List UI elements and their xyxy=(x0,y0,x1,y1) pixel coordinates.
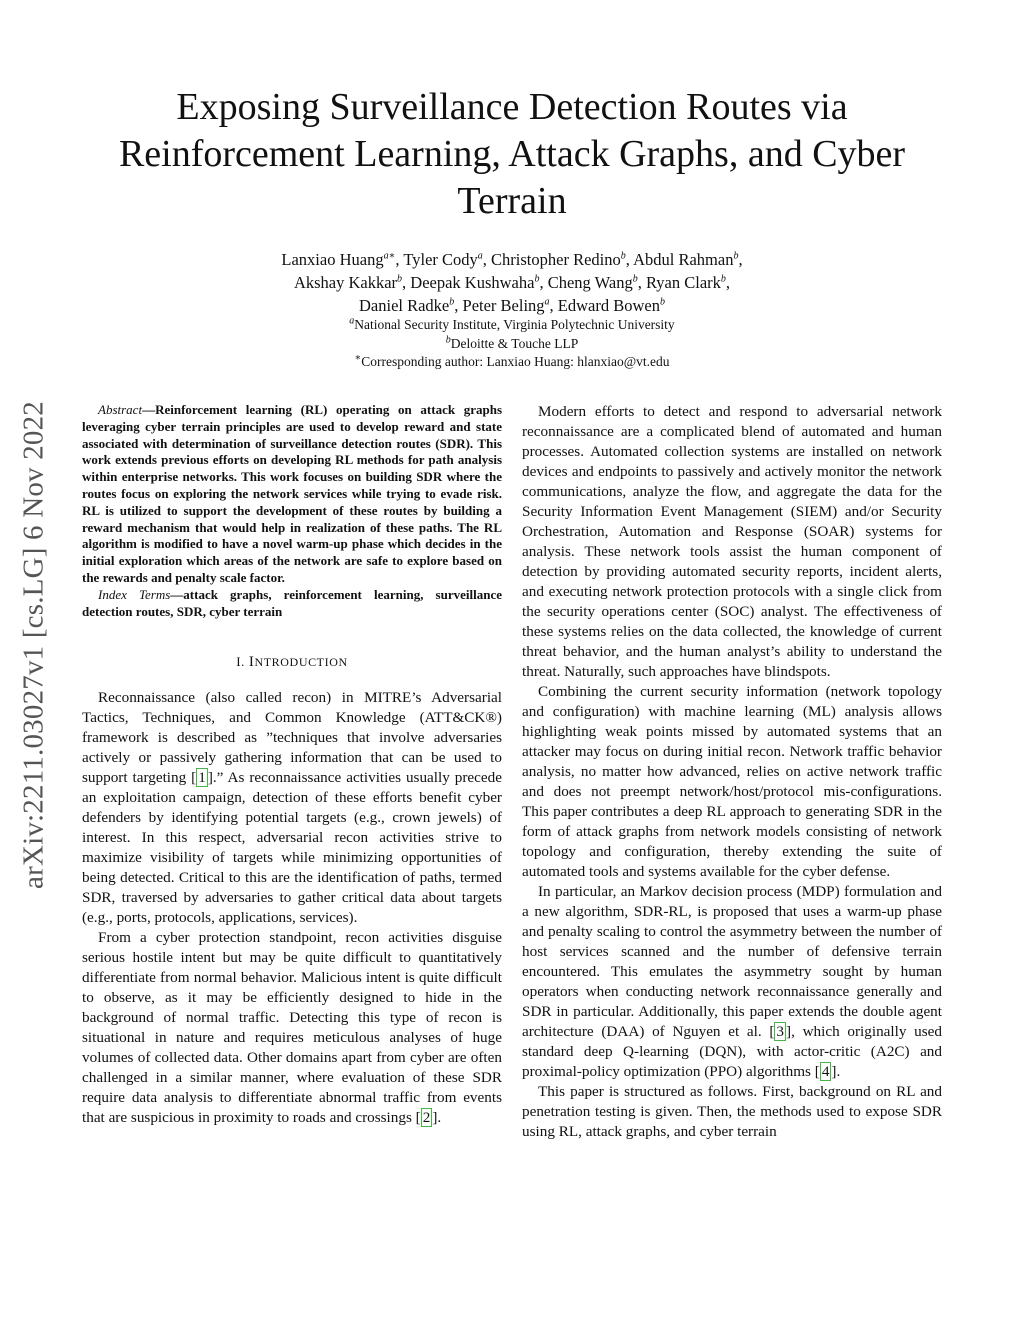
author-name: Peter Beling$^a$ xyxy=(462,296,550,315)
author-affiliation-mark: a xyxy=(544,296,550,308)
author-affiliation-mark: b xyxy=(733,250,739,262)
author-line-1: Lanxiao Huang$^{a∗}$, Tyler Cody$^a$, Christopher Redino$^b$, Abdul Rahman$^b$, xyxy=(281,250,743,269)
author-name: Deepak Kushwaha$^b$ xyxy=(410,273,540,292)
body-paragraph: From a cyber protection standpoint, recon activities disguise serious hostile intent but may be quite difficult to quantitatively differentiate from normal behavior. Malicious intent is quite difficult to observe, as it may be efficiently designed to hide in the background of normal traffic. Detecting this type of recon is situational in nature and requires meticulous analyses of huge volumes of collected data. Other domains apart from cyber are often challenged in a similar manner, where evaluation of these SDR require data analysis to differentiate abnormal traffic from events that are suspicious in proximity to roads and crossings [ 2 ]. xyxy=(82,929,502,1127)
citation-link[interactable]: 1 xyxy=(198,769,206,787)
index-terms-text: —attack graphs, reinforcement learning, surveillance detection routes, SDR, cyber terrain xyxy=(82,586,502,619)
left-body xyxy=(82,688,502,1128)
author-affiliation-mark: b xyxy=(397,273,403,285)
author-name: Ryan Clark$^b$ xyxy=(645,273,726,292)
author-affiliation-mark: b xyxy=(534,273,540,285)
author-affiliation-mark: b xyxy=(659,296,665,308)
author-affiliation-mark: a∗ xyxy=(383,250,396,262)
paper-title: Exposing Surveillance Detection Routes via Reinforcement Learning, Attack Graphs, and Cyber Terrain xyxy=(118,86,906,222)
arxiv-sidebar xyxy=(12,358,56,932)
author-name: Lanxiao Huang$^{a∗}$ xyxy=(281,250,396,269)
body-paragraph: Reconnaissance (also called recon) in MITRE’s Adversarial Tactics, Techniques, and Common Knowledge (ATT&CK®) framework is described as ”techniques that involve adversaries actively or passively gathering information that can be used to support targeting [ 1 ].” As reconnaissance activities usually precede an exploitation campaign, detection of these efforts benefit cyber defenders by identifying potential targets (e.g., crown jewels) of interest. In this respect, adversarial recon activities strive to maximize visibility of targets while minimizing opportunities of being detected. Critical to this are the identification of paths, termed SDR, traversed by adversaries to gather critical data about targets (e.g., ports, protocols, applications, services). xyxy=(82,689,502,927)
citation-link[interactable]: 2 xyxy=(422,1109,431,1127)
author-name: Christopher Redino$^b$ xyxy=(491,250,626,269)
citation-link[interactable]: 3 xyxy=(776,1023,785,1040)
author-affiliation-mark: b xyxy=(620,250,626,262)
author-name: Tyler Cody$^a$ xyxy=(403,250,483,269)
index-terms xyxy=(82,587,502,621)
right-body xyxy=(522,402,942,1142)
abstract-label: Abstract xyxy=(98,402,143,417)
abstract-text: —Reinforcement learning (RL) operating on attack graphs leveraging cyber terrain principles are used to develop reward and state associated with determination of surveillance detection routes (SDR). This work extends previous efforts on developing RL methods for path analysis within enterprise networks. This work focuses on building SDR where the routes focus on exploring the network services while trying to evade risk. RL is utilized to support the development of these routes by building a reward mechanism that would help in realization of these paths. The RL algorithm is modified to have a novel warm-up phase which decides in the initial exploration which areas of the network are safe to explore based on the rewards and penalty scale factor. xyxy=(82,402,502,585)
author-name: Edward Bowen$^b$ xyxy=(557,296,665,315)
affiliations xyxy=(120,316,904,372)
index-terms-label: Index Terms xyxy=(98,586,171,602)
right-column xyxy=(522,402,942,1142)
body-paragraph: Combining the current security information (network topology and configuration) with machine learning (ML) analysis allows highlighting weak points missed by automated systems that an attacker may focus on during initial recon. Network traffic behavior analysis, no matter how advanced, relies on active network traffic and does not preempt network/host/protocol mis-configurations. This paper contributes a deep RL approach to generating SDR in the form of attack graphs from network models consisting of network topology and configuration, thereby extending the suite of automated tools and systems available for the cyber defense. xyxy=(522,683,942,880)
author-name: Daniel Radke$^b$ xyxy=(359,296,455,315)
abstract xyxy=(82,402,502,587)
author-affiliation-mark: b xyxy=(720,273,726,285)
section-title: INTRODUCTION xyxy=(248,654,348,671)
body-paragraph: This paper is structured as follows. First, background on RL and penetration testing is given. Then, the methods used to expose SDR using RL, attack graphs, and cyber terrain xyxy=(522,1083,942,1140)
section-heading-introduction: I. INTRODUCTION xyxy=(236,654,348,671)
author-name: Akshay Kakkar$^b$ xyxy=(293,273,403,292)
citation-link[interactable]: 4 xyxy=(821,1063,830,1080)
author-name: Abdul Rahman$^b$ xyxy=(633,250,739,269)
body-paragraph: Modern efforts to detect and respond to adversarial network reconnaissance are a complicated blend of automated and human processes. Automated collection systems are installed on network devices and endpoints to passively and actively monitor the network communications, analyze the flow, and aggregate the data for the Security Information Event Management (SIEM) and/or Security Orchestration, Automation and Response (SOAR) systems for analysis. These network tools assist the human component of detection by providing automated security reports, incident alerts, and executing network protection protocols with a single click from the security operations center (SOC) analyst. The effectiveness of these systems relies on the data collected, the knowledge of current threat behavior, and the human analyst’s ability to understand the threat. Naturally, such approaches have blindspots. xyxy=(522,403,942,680)
author-affiliation-mark: b xyxy=(449,296,455,308)
author-name: Cheng Wang$^b$ xyxy=(547,273,638,292)
author-line-2: Akshay Kakkar$^b$, Deepak Kushwaha$^b$, Cheng Wang$^b$, Ryan Clark$^b$, xyxy=(293,273,731,292)
corresponding-author: ∗Corresponding author: Lanxiao Huang: hlanxiao@vt.edu xyxy=(354,352,670,369)
author-affiliation-mark: a xyxy=(477,250,483,262)
affiliation-b: $^b$Deloitte & Touche LLP xyxy=(445,334,579,351)
arxiv-identifier: arXiv:2211.03027v1 [cs.LG] 6 Nov 2022 xyxy=(17,401,50,889)
author-line-3: Daniel Radke$^b$, Peter Beling$^a$, Edward Bowen$^b$ xyxy=(359,296,665,315)
body-paragraph: In particular, an Markov decision process (MDP) formulation and a new algorithm, SDR-RL, is proposed that uses a warm-up phase and penalty scaling to control the asymmetry between the number of host services scanned and the number of defensive terrain encountered. This emulates the asymmetry sought by human operators when conducting network reconnaissance generally and SDR in particular. Additionally, this paper extends the double agent architecture (DAA) of Nguyen et al. [ 3 ], which originally used standard deep Q-learning (DQN), with actor-critic (A2C) and proximal-policy optimization (PPO) algorithms [ 4 ]. xyxy=(522,883,942,1080)
author-list xyxy=(120,248,904,317)
affiliation-a: $^a$National Security Institute, Virginia Polytechnic University xyxy=(349,315,675,332)
left-column xyxy=(82,402,502,1128)
author-affiliation-mark: b xyxy=(632,273,638,285)
